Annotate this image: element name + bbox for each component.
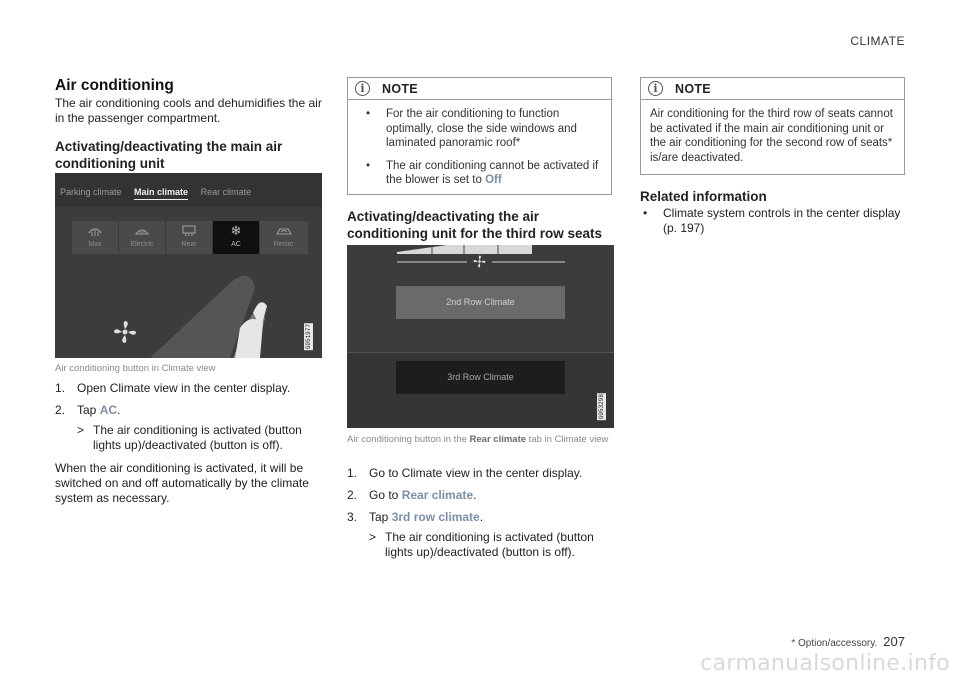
note-title: NOTE (382, 82, 418, 96)
steps-list (347, 466, 614, 560)
page-title: Air conditioning (55, 77, 174, 94)
step-2 (55, 403, 322, 418)
button-label: Rear (181, 241, 197, 248)
second-row-climate-button: 2nd Row Climate (396, 286, 565, 319)
subheading-main-unit: Activating/deactivating the main air conditioning unit (55, 139, 283, 171)
third-row-climate-button: 3rd Row Climate (396, 361, 565, 394)
step-2 (347, 488, 614, 503)
image-code: G051977 (305, 324, 312, 350)
windshield-heat-icon (119, 225, 165, 240)
button-label: Recirc (273, 241, 294, 248)
note-body: Air conditioning for the third row of seats cannot be activated if the main air conditioning unit or the air conditioning for the second row of seats* is/are deactivated. (650, 108, 893, 164)
rear-climate-command: Rear climate (401, 488, 474, 502)
section-header: CLIMATE (850, 34, 905, 48)
note-bullet (357, 107, 602, 151)
step-text: Go to (369, 488, 402, 502)
caption-text: Air conditioning button in the (347, 434, 470, 445)
info-icon: i (648, 81, 663, 96)
related-info-heading: Related information (640, 189, 767, 204)
off-setting: Off (485, 174, 502, 186)
note-body (348, 100, 611, 196)
subheading-third-row: Activating/deactivating the air conditioning unit for the third row seats (347, 209, 602, 241)
note-box (640, 77, 905, 175)
bullet-icon: • (643, 206, 648, 220)
seat-illustration (55, 258, 322, 358)
tab-main-climate: Main climate (134, 187, 188, 200)
step-number: 1. (55, 381, 66, 395)
result-text: The air conditioning is activated (button lights up)/deactivated (button is off). (93, 423, 302, 452)
max-defrost-button (72, 221, 119, 254)
screenshot-tabs (60, 187, 261, 197)
step-text: Go to Climate view in the center display. (369, 466, 583, 480)
ac-button (213, 221, 260, 254)
figure-caption: Air conditioning button in Climate view (55, 363, 216, 374)
intro-text: The air conditioning cools and dehumidifies the air in the passenger compartment. (55, 96, 322, 125)
tab-parking-climate: Parking climate (60, 187, 122, 197)
step-text: . (473, 488, 477, 502)
rear-defrost-icon (166, 225, 212, 240)
caption-tab-name: Rear climate (469, 434, 527, 445)
button-label: Max (88, 241, 102, 248)
bullet-icon: • (366, 108, 371, 120)
step-text: Tap (369, 510, 392, 524)
related-link[interactable] (640, 206, 906, 236)
note-title: NOTE (675, 82, 711, 96)
step-result (347, 530, 614, 560)
bullet-icon: • (366, 159, 371, 172)
note-bullet-text: For the air conditioning to function optimally, close the side windows and laminated panoramic roof* (386, 108, 577, 149)
option-footnote: * Option/accessory. (791, 638, 878, 649)
result-marker: > (77, 423, 85, 437)
step-1 (347, 466, 614, 481)
climate-view-screenshot (55, 173, 322, 358)
defrost-max-icon (72, 225, 118, 240)
result-marker: > (369, 530, 377, 544)
climate-button-row (72, 221, 308, 254)
auto-info-paragraph: When the air conditioning is activated, it will be switched on and off automatically by the climate system as necessary. (55, 461, 309, 505)
watermark: carmanualsonline.info (700, 651, 950, 676)
note-header (641, 78, 904, 100)
step-text: Tap (77, 403, 100, 417)
step-1 (55, 381, 322, 396)
third-row-climate-command: 3rd row climate (391, 510, 480, 524)
step-3 (347, 510, 614, 525)
result-text: The air conditioning is activated (button lights up)/deactivated (button is off). (385, 530, 594, 559)
button-label: Electric (130, 241, 154, 248)
note-bullet-text: The air conditioning cannot be activated if the blower is set to (386, 159, 599, 186)
note-box (347, 77, 612, 195)
rear-climate-screenshot (347, 245, 614, 428)
note-bullet (357, 159, 602, 188)
fan-icon (473, 255, 486, 273)
steps-list (55, 381, 322, 453)
info-icon: i (355, 81, 370, 96)
recirc-button (260, 221, 307, 254)
page-number: 207 (883, 634, 905, 649)
tab-rear-climate: Rear climate (200, 187, 252, 197)
step-text: . (479, 510, 484, 524)
electric-defrost-button (119, 221, 166, 254)
related-link-text: Climate system controls in the center display (p. 197) (663, 206, 901, 235)
rear-defrost-button (166, 221, 213, 254)
ac-command: AC (99, 403, 118, 417)
button-label: AC (231, 241, 241, 248)
step-number: 2. (347, 488, 358, 502)
figure-caption (347, 434, 612, 445)
step-text: . (117, 403, 121, 417)
step-number: 2. (55, 403, 66, 417)
step-text: Open Climate view in the center display. (77, 381, 291, 395)
step-result (55, 423, 322, 453)
image-code: G053298 (598, 394, 605, 420)
note-header (348, 78, 611, 100)
page-footer (791, 634, 905, 649)
caption-text: tab in Climate view (526, 434, 609, 445)
fan-icon (113, 320, 137, 349)
snowflake-icon: ❄ (230, 223, 242, 238)
recirculation-icon (260, 225, 307, 240)
related-info-list (640, 206, 906, 236)
step-number: 3. (347, 510, 358, 524)
step-number: 1. (347, 466, 358, 480)
